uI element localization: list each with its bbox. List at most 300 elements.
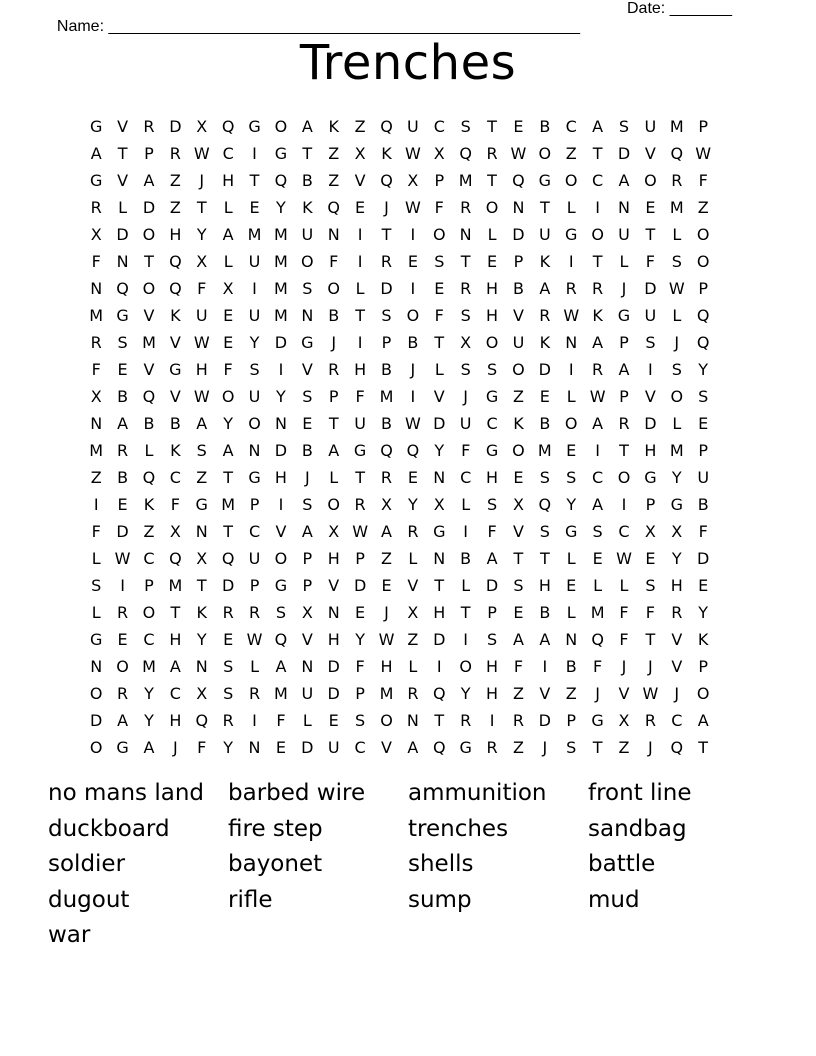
grid-row xyxy=(83,113,743,140)
grid-letter: N xyxy=(90,657,103,676)
grid-letter: O xyxy=(380,711,393,730)
grid-letter: Y xyxy=(671,468,682,487)
grid-letter: U xyxy=(327,738,340,757)
grid-letter: S xyxy=(117,333,128,352)
grid-letter: Q xyxy=(380,171,393,190)
grid-letter: R xyxy=(539,306,551,325)
grid-letter: O xyxy=(512,360,525,379)
grid-letter: I xyxy=(410,225,416,244)
grid-letter: U xyxy=(248,252,261,271)
grid-letter: E xyxy=(645,549,656,568)
grid-letter: G xyxy=(565,225,578,244)
grid-letter: T xyxy=(196,576,207,595)
grid-letter: E xyxy=(117,630,128,649)
grid-letter: V xyxy=(512,306,524,325)
grid-letter: D xyxy=(169,117,182,136)
grid-letter: A xyxy=(618,360,630,379)
grid-letter: O xyxy=(564,171,578,190)
grid-letter: D xyxy=(327,684,340,703)
grid-letter: T xyxy=(592,144,603,163)
grid-letter: R xyxy=(90,198,102,217)
grid-letter: R xyxy=(143,117,155,136)
grid-letter: G xyxy=(248,117,261,136)
grid-letter: A xyxy=(222,225,234,244)
grid-letter: I xyxy=(595,441,600,460)
grid-letter: I xyxy=(648,360,653,379)
grid-letter: H xyxy=(195,360,208,379)
grid-letter: S xyxy=(302,495,313,514)
grid-letter: I xyxy=(252,279,257,298)
grid-letter: T xyxy=(434,576,445,595)
word-list-item: front line xyxy=(588,780,692,806)
grid-letter: B xyxy=(697,495,709,514)
grid-letter: C xyxy=(671,711,683,730)
grid-letter: Y xyxy=(671,549,682,568)
word-list-item: duckboard xyxy=(48,815,170,842)
grid-letter: T xyxy=(539,549,550,568)
grid-letter: O xyxy=(221,387,235,406)
grid-letter: Z xyxy=(196,468,208,487)
grid-letter: Q xyxy=(274,630,288,649)
grid-letter: Y xyxy=(698,603,709,622)
grid-letter: L xyxy=(355,279,365,298)
grid-letter: C xyxy=(433,117,445,136)
grid-letter: D xyxy=(221,576,235,595)
grid-letter: H xyxy=(327,549,340,568)
grid-letter: J xyxy=(648,657,653,676)
grid-letter: F xyxy=(197,279,207,298)
grid-letter: E xyxy=(487,252,498,271)
grid-letter: H xyxy=(222,171,235,190)
grid-letter: Q xyxy=(432,684,446,703)
word-list-item: fire step xyxy=(228,815,323,842)
grid-letter: D xyxy=(485,576,499,595)
grid-letter: Q xyxy=(142,387,156,406)
grid-letter: M xyxy=(590,603,605,622)
grid-letter: D xyxy=(116,522,129,541)
grid-letter: D xyxy=(327,657,340,676)
grid-letter: P xyxy=(487,603,497,622)
grid-letter: L xyxy=(408,549,418,568)
grid-letter: T xyxy=(355,306,365,325)
grid-letter: X xyxy=(433,495,445,514)
word-list-item: barbed wire xyxy=(228,780,366,806)
grid-letter: M xyxy=(379,387,394,406)
grid-letter: T xyxy=(117,144,128,163)
grid-letter: H xyxy=(486,657,499,676)
grid-letter: R xyxy=(248,684,261,703)
grid-letter: B xyxy=(169,414,181,433)
grid-letter: N xyxy=(274,414,287,433)
grid-letter: D xyxy=(433,630,446,649)
grid-row xyxy=(83,383,743,410)
grid-letter: Q xyxy=(142,468,156,487)
grid-letter: G xyxy=(538,171,552,190)
grid-letter: C xyxy=(248,522,261,541)
grid-letter: U xyxy=(195,306,208,325)
grid-letter: B xyxy=(143,414,155,433)
grid-letter: H xyxy=(486,306,499,325)
grid-letter: E xyxy=(223,333,234,352)
grid-row xyxy=(83,356,743,383)
grid-letter: N xyxy=(327,225,340,244)
grid-letter: E xyxy=(355,198,366,217)
grid-letter: S xyxy=(671,252,682,271)
grid-letter: X xyxy=(671,522,683,541)
grid-letter: D xyxy=(274,333,288,352)
date-field-label: Date: _______ xyxy=(627,0,732,17)
grid-letter: M xyxy=(669,441,684,460)
grid-letter: J xyxy=(621,657,627,676)
grid-letter: E xyxy=(513,117,524,136)
grid-letter: G xyxy=(459,738,472,757)
grid-letter: X xyxy=(328,522,340,541)
grid-letter: B xyxy=(301,171,313,190)
grid-letter: B xyxy=(565,657,577,676)
grid-letter: T xyxy=(249,171,260,190)
grid-letter: E xyxy=(539,387,550,406)
grid-letter: S xyxy=(302,387,313,406)
grid-letter: A xyxy=(222,441,234,460)
grid-letter: I xyxy=(252,711,257,730)
grid-letter: Q xyxy=(432,738,446,757)
grid-letter: G xyxy=(565,522,578,541)
grid-letter: T xyxy=(355,468,365,487)
grid-row xyxy=(83,464,743,491)
grid-letter: U xyxy=(301,684,314,703)
grid-letter: D xyxy=(512,225,525,244)
grid-row xyxy=(83,653,743,680)
grid-letter: U xyxy=(512,333,525,352)
grid-letter: N xyxy=(512,198,525,217)
grid-letter: H xyxy=(486,468,499,487)
grid-letter: Z xyxy=(565,684,577,703)
grid-letter: F xyxy=(434,198,444,217)
grid-letter: O xyxy=(538,144,552,163)
word-list-item: sump xyxy=(408,886,472,913)
grid-letter: T xyxy=(302,144,313,163)
grid-letter: J xyxy=(384,603,389,622)
grid-letter: V xyxy=(407,576,419,595)
grid-letter: N xyxy=(618,198,630,217)
grid-letter: M xyxy=(89,306,104,325)
grid-letter: Y xyxy=(196,225,207,244)
grid-letter: S xyxy=(566,468,577,487)
grid-letter: X xyxy=(196,117,208,136)
grid-letter: W xyxy=(668,279,685,298)
grid-letter: L xyxy=(434,360,444,379)
grid-letter: N xyxy=(433,549,446,568)
word-list-item: trenches xyxy=(408,815,509,842)
grid-letter: Z xyxy=(512,738,524,757)
grid-letter: K xyxy=(513,414,524,433)
grid-letter: E xyxy=(566,441,577,460)
grid-letter: W xyxy=(246,630,263,649)
grid-letter: A xyxy=(592,117,604,136)
grid-letter: N xyxy=(301,306,314,325)
grid-letter: G xyxy=(116,738,129,757)
grid-letter: C xyxy=(592,468,604,487)
grid-letter: F xyxy=(487,522,497,541)
grid-letter: Y xyxy=(698,360,709,379)
grid-letter: D xyxy=(644,279,657,298)
grid-letter: X xyxy=(433,144,445,163)
grid-letter: R xyxy=(222,711,234,730)
grid-letter: D xyxy=(142,198,156,217)
grid-letter: T xyxy=(460,603,471,622)
grid-letter: F xyxy=(698,171,708,190)
grid-letter: F xyxy=(197,738,207,757)
grid-letter: W xyxy=(695,144,712,163)
grid-letter: R xyxy=(486,738,498,757)
grid-letter: A xyxy=(539,279,551,298)
grid-letter: W xyxy=(616,549,632,568)
grid-letter: U xyxy=(248,549,261,568)
grid-letter: P xyxy=(645,495,656,514)
grid-letter: G xyxy=(353,441,367,460)
grid-letter: O xyxy=(670,387,684,406)
grid-letter: X xyxy=(512,495,524,514)
grid-letter: R xyxy=(117,603,129,622)
grid-letter: P xyxy=(328,387,339,406)
grid-letter: H xyxy=(169,711,182,730)
grid-letter: R xyxy=(486,144,498,163)
grid-letter: A xyxy=(143,171,155,190)
grid-letter: I xyxy=(568,360,574,379)
grid-letter: Q xyxy=(591,630,604,649)
grid-letter: L xyxy=(672,414,682,433)
grid-letter: R xyxy=(117,441,129,460)
grid-letter: U xyxy=(407,117,419,136)
grid-letter: J xyxy=(674,684,680,703)
grid-letter: R xyxy=(407,684,419,703)
grid-letter: Q xyxy=(169,252,182,271)
grid-letter: J xyxy=(542,738,548,757)
grid-letter: H xyxy=(380,657,393,676)
grid-letter: T xyxy=(487,171,497,190)
grid-letter: Y xyxy=(355,630,365,649)
grid-letter: P xyxy=(355,549,365,568)
grid-letter: B xyxy=(117,387,129,406)
grid-letter: O xyxy=(459,657,472,676)
grid-letter: Q xyxy=(696,306,710,325)
grid-letter: U xyxy=(301,225,314,244)
grid-letter: V xyxy=(354,171,366,190)
grid-letter: V xyxy=(143,306,155,325)
grid-letter: E xyxy=(328,711,339,730)
grid-letter: B xyxy=(328,306,340,325)
grid-letter: T xyxy=(619,441,629,460)
grid-letter: Y xyxy=(276,387,286,406)
grid-letter: H xyxy=(274,468,287,487)
grid-letter: G xyxy=(485,387,499,406)
grid-letter: Q xyxy=(274,171,288,190)
grid-letter: E xyxy=(645,198,656,217)
grid-letter: S xyxy=(275,603,286,622)
grid-letter: N xyxy=(565,333,578,352)
grid-letter: O xyxy=(432,225,446,244)
grid-letter: S xyxy=(539,468,550,487)
grid-letter: T xyxy=(698,738,709,757)
grid-letter: U xyxy=(697,468,710,487)
grid-letter: Y xyxy=(249,333,260,352)
grid-letter: D xyxy=(697,549,710,568)
grid-letter: X xyxy=(381,495,392,514)
word-list-item: mud xyxy=(588,886,640,913)
grid-letter: D xyxy=(380,279,393,298)
grid-letter: F xyxy=(645,603,655,622)
grid-letter: A xyxy=(301,522,313,541)
grid-letter: J xyxy=(621,279,627,298)
grid-letter: N xyxy=(90,279,103,298)
grid-letter: E xyxy=(223,306,234,325)
grid-letter: J xyxy=(304,468,310,487)
grid-letter: I xyxy=(568,252,574,271)
grid-letter: A xyxy=(592,495,604,514)
grid-letter: M xyxy=(669,198,684,217)
grid-letter: R xyxy=(512,711,524,730)
grid-letter: R xyxy=(460,279,472,298)
grid-letter: S xyxy=(381,306,392,325)
grid-letter: W xyxy=(404,198,421,217)
grid-letter: X xyxy=(90,225,102,244)
grid-letter: N xyxy=(248,441,261,460)
grid-letter: N xyxy=(459,225,472,244)
grid-letter: J xyxy=(410,360,416,379)
grid-letter: X xyxy=(618,711,630,730)
grid-letter: I xyxy=(621,495,627,514)
grid-letter: M xyxy=(458,171,473,190)
grid-letter: S xyxy=(223,657,234,676)
grid-letter: X xyxy=(196,549,208,568)
grid-letter: L xyxy=(619,252,629,271)
grid-letter: Q xyxy=(696,333,710,352)
grid-letter: T xyxy=(434,711,445,730)
grid-letter: A xyxy=(486,549,498,568)
grid-letter: K xyxy=(170,441,181,460)
grid-letter: E xyxy=(434,279,445,298)
grid-letter: S xyxy=(513,576,524,595)
grid-letter: T xyxy=(645,630,656,649)
grid-letter: Q xyxy=(169,549,182,568)
grid-letter: R xyxy=(380,252,393,271)
grid-letter: P xyxy=(144,576,154,595)
grid-letter: B xyxy=(460,549,472,568)
grid-letter: R xyxy=(618,414,630,433)
word-list-item: battle xyxy=(588,851,656,877)
grid-letter: H xyxy=(670,576,683,595)
grid-row xyxy=(83,707,743,734)
grid-letter: F xyxy=(461,441,471,460)
grid-letter: I xyxy=(278,360,284,379)
grid-letter: O xyxy=(696,684,710,703)
grid-letter: R xyxy=(671,603,683,622)
grid-letter: I xyxy=(252,144,257,163)
grid-letter: O xyxy=(89,738,103,757)
grid-letter: Q xyxy=(380,117,393,136)
grid-letter: J xyxy=(463,387,469,406)
grid-letter: L xyxy=(329,468,339,487)
grid-letter: V xyxy=(618,684,630,703)
grid-letter: H xyxy=(538,576,551,595)
grid-letter: C xyxy=(143,630,155,649)
grid-letter: P xyxy=(249,495,260,514)
grid-letter: P xyxy=(619,333,629,352)
grid-letter: V xyxy=(644,387,656,406)
grid-letter: N xyxy=(565,630,578,649)
grid-letter: M xyxy=(89,441,104,460)
grid-letter: N xyxy=(301,657,314,676)
grid-letter: P xyxy=(513,252,524,271)
grid-letter: L xyxy=(250,657,259,676)
grid-row xyxy=(83,626,743,653)
grid-letter: Y xyxy=(144,711,154,730)
grid-letter: O xyxy=(485,198,499,217)
grid-letter: F xyxy=(355,657,365,676)
grid-letter: V xyxy=(644,144,656,163)
grid-letter: R xyxy=(117,684,129,703)
grid-letter: S xyxy=(196,441,207,460)
grid-letter: Z xyxy=(697,198,709,217)
grid-letter: I xyxy=(542,657,548,676)
grid-letter: T xyxy=(144,252,154,271)
grid-letter: L xyxy=(619,576,629,595)
grid-letter: O xyxy=(591,225,604,244)
grid-letter: X xyxy=(301,603,313,622)
grid-letter: M xyxy=(379,684,394,703)
grid-letter: D xyxy=(538,711,551,730)
grid-letter: Y xyxy=(144,684,154,703)
grid-letter: Y xyxy=(223,738,234,757)
grid-letter: O xyxy=(142,603,156,622)
grid-letter: Z xyxy=(512,387,524,406)
grid-letter: Z xyxy=(328,171,340,190)
grid-letter: Y xyxy=(434,441,445,460)
grid-letter: J xyxy=(173,738,178,757)
grid-letter: T xyxy=(328,414,339,433)
grid-letter: Q xyxy=(670,144,684,163)
grid-letter: I xyxy=(410,279,416,298)
grid-letter: V xyxy=(117,171,129,190)
grid-letter: O xyxy=(327,279,340,298)
grid-letter: S xyxy=(460,360,471,379)
grid-letter: F xyxy=(329,252,339,271)
grid-letter: J xyxy=(384,198,389,217)
grid-letter: H xyxy=(169,225,182,244)
grid-letter: I xyxy=(489,711,495,730)
grid-letter: I xyxy=(436,657,442,676)
grid-row xyxy=(83,518,743,545)
grid-letter: V xyxy=(381,738,392,757)
grid-letter: E xyxy=(566,576,577,595)
grid-letter: R xyxy=(354,495,366,514)
grid-letter: B xyxy=(381,360,392,379)
grid-letter: X xyxy=(196,684,208,703)
grid-letter: A xyxy=(169,657,181,676)
grid-letter: C xyxy=(354,738,366,757)
grid-letter: F xyxy=(645,252,655,271)
grid-letter: D xyxy=(538,360,551,379)
grid-letter: C xyxy=(222,144,234,163)
grid-letter: Q xyxy=(169,279,182,298)
word-list-item: no mans land xyxy=(48,780,204,806)
grid-letter: G xyxy=(248,468,261,487)
grid-letter: T xyxy=(487,117,497,136)
grid-letter: T xyxy=(513,549,524,568)
grid-letter: T xyxy=(460,252,471,271)
grid-letter: Z xyxy=(512,684,524,703)
grid-letter: L xyxy=(223,252,233,271)
